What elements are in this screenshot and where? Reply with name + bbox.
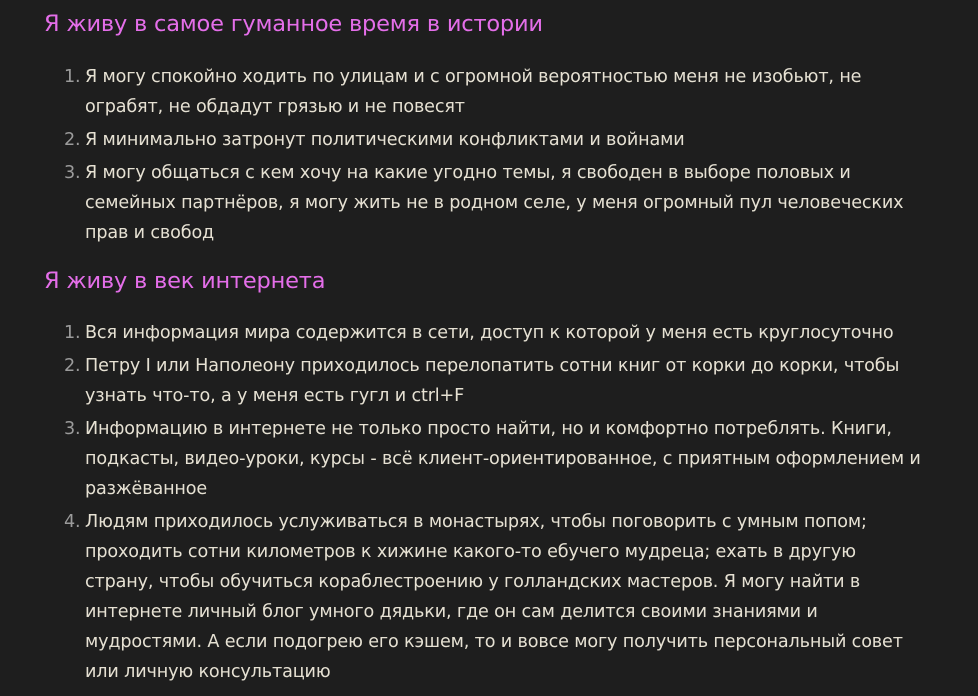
list-item <box>44 62 925 122</box>
section-heading-internet-age: Я живу в век интернета <box>44 268 326 294</box>
list-item <box>44 318 925 348</box>
list-item-number: 2. <box>64 356 81 376</box>
list-internet-age <box>44 318 978 687</box>
list-item-text: Я могу спокойно ходить по улицам и с огромной вероятностью меня не изобьют, не ограбят, не обдадут грязью и не повесят <box>85 67 862 117</box>
list-item <box>44 414 925 504</box>
list-item-number: 3. <box>64 419 81 439</box>
list-item-number: 4. <box>64 512 81 532</box>
list-item-text: Людям приходилось услуживаться в монастырях, чтобы поговорить с умным попом; проходить сотни километров к хижине какого-то ебучего мудреца; ехать в другую страну, чтобы обучиться кораблестроению у голландских мастеров. Я могу найти в интернете личный блог умного дядьки, где он сам делится своими знаниями и мудростями. А если подогрею его кэшем, то и вовсе могу получить персональный совет или личную консультацию <box>85 512 903 682</box>
list-humane-time <box>44 62 978 248</box>
list-item-number: 1. <box>64 323 81 343</box>
list-item-number: 3. <box>64 163 81 183</box>
list-item <box>44 125 925 155</box>
list-item <box>44 158 925 248</box>
list-item-text: Вся информация мира содержится в сети, доступ к которой у меня есть круглосуточно <box>85 323 894 343</box>
list-item-text: Петру I или Наполеону приходилось перелопатить сотни книг от корки до корки, чтобы узнать что-то, а у меня есть гугл и ctrl+F <box>85 356 900 406</box>
list-item-number: 1. <box>64 67 81 87</box>
list-item <box>44 507 925 687</box>
list-item <box>44 351 925 411</box>
list-item-text: Информацию в интернете не только просто найти, но и комфортно потреблять. Книги, подкасты, видео-уроки, курсы - всё клиент-ориентированное, с приятным оформлением и разжёванное <box>85 419 921 499</box>
list-item-number: 2. <box>64 130 81 150</box>
list-item-text: Я могу общаться с кем хочу на какие угодно темы, я свободен в выборе половых и семейных партнёров, я могу жить не в родном селе, у меня огромный пул человеческих прав и свобод <box>85 163 904 243</box>
list-item-text: Я минимально затронут политическими конфликтами и войнами <box>85 130 685 150</box>
section-heading-humane-time: Я живу в самое гуманное время в истории <box>44 11 543 37</box>
